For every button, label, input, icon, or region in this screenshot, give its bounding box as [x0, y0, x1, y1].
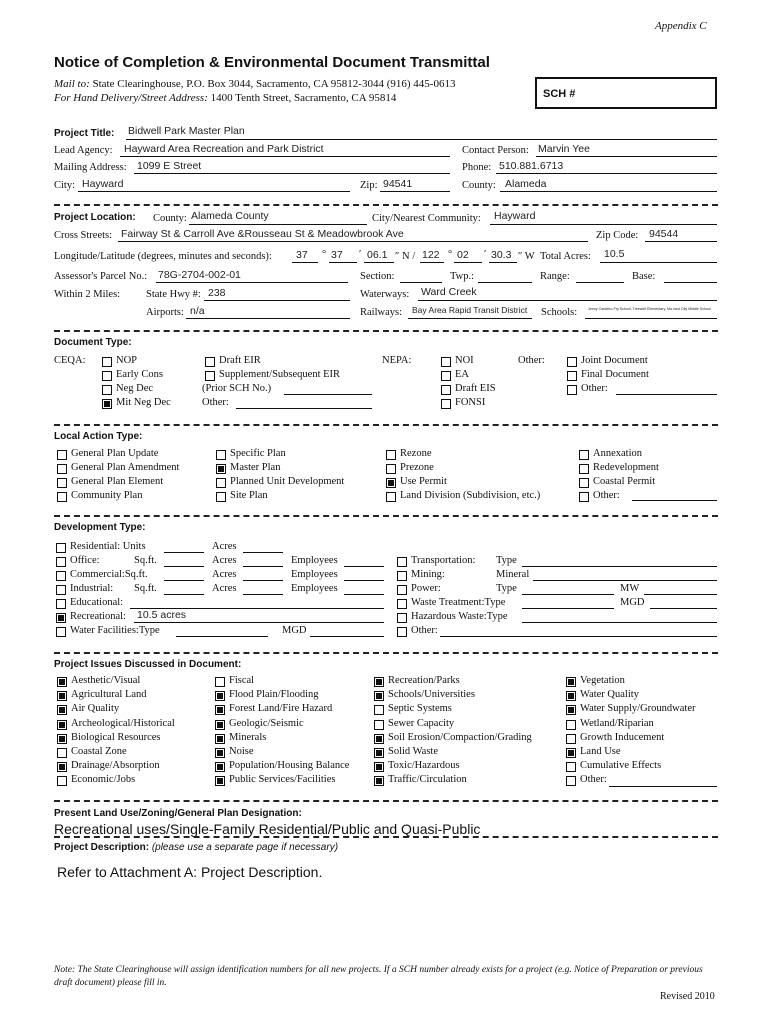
- issue-economic-jobs-checkbox[interactable]: [57, 776, 67, 786]
- issue-cumulative-effects-label: Cumulative Effects: [580, 760, 662, 772]
- minute-symbol: ′: [359, 249, 362, 260]
- local-action-planned-unit-development-label: Planned Unit Development: [230, 476, 345, 487]
- ceqa-nop-label: NOP: [116, 355, 138, 366]
- issue-minerals-checkbox[interactable]: [215, 734, 225, 744]
- issue-population-housing-balance-label: Population/Housing Balance: [229, 760, 350, 772]
- issue-aesthetic-visual-checkbox[interactable]: [57, 677, 67, 687]
- ceqa-mit-neg-dec-label: Mit Neg Dec: [116, 397, 171, 408]
- footer-note: Note: The State Clearinghouse will assign identification numbers for all new projects. If a SCH number already exists for a project (e.g. Notice of Preparation or previous draft document) please fill in.: [54, 965, 703, 988]
- ceqa-neg-dec-label: Neg Dec: [116, 383, 154, 394]
- issue-growth-inducement-label: Growth Inducement: [580, 731, 665, 743]
- issue-agricultural-land-checkbox[interactable]: [57, 691, 67, 701]
- water-facilities-label: Water Facilities:Type: [70, 625, 160, 636]
- issue-forest-land-fire-hazard-label: Forest Land/Fire Hazard: [229, 703, 333, 715]
- mgd-label: MGD: [620, 597, 645, 608]
- form-title: Notice of Completion & Environmental Document Transmittal: [54, 54, 490, 71]
- office-acres-label: Acres: [212, 555, 237, 566]
- issue-traffic-circulation-label: Traffic/Circulation: [388, 774, 467, 786]
- document-type-heading: Document Type:: [54, 337, 132, 348]
- divider: [54, 800, 718, 802]
- office-employees-label: Employees: [291, 555, 338, 566]
- divider: [54, 515, 718, 517]
- issue-traffic-circulation-checkbox[interactable]: [374, 776, 384, 786]
- local-action-other-label: Other:: [593, 490, 620, 501]
- industrial-label: Industrial:: [70, 583, 114, 594]
- issue-schools-universities-checkbox[interactable]: [374, 691, 384, 701]
- waste-treatment-label: Waste Treatment:Type: [411, 597, 506, 608]
- base-label: Base:: [632, 271, 656, 282]
- mining-checkbox[interactable]: [397, 571, 407, 581]
- issue-land-use-label: Land Use: [580, 746, 621, 757]
- ceqa-mit-neg-dec-checkbox[interactable]: [102, 399, 112, 409]
- doc-other-final-document-checkbox[interactable]: [567, 371, 577, 381]
- transportation-label: Transportation:: [411, 555, 476, 566]
- railways-value[interactable]: Bay Area Rapid Transit District: [412, 305, 528, 315]
- doc-other-joint-document-checkbox[interactable]: [567, 357, 577, 367]
- minute-symbol-2: ′: [484, 249, 487, 260]
- local-action-rezone-checkbox[interactable]: [386, 450, 396, 460]
- divider: [54, 836, 718, 838]
- local-action-other-checkbox[interactable]: [579, 492, 589, 502]
- location-county-label: County:: [153, 213, 187, 224]
- land-use-heading: Present Land Use/Zoning/General Plan Designation:: [54, 808, 302, 819]
- water-mgd-label: MGD: [282, 625, 307, 636]
- office-sqft-label: Sq.ft.: [134, 555, 157, 566]
- issue-coastal-zone-checkbox[interactable]: [57, 748, 67, 758]
- city-value[interactable]: Hayward: [82, 178, 124, 190]
- project-title-value[interactable]: Bidwell Park Master Plan: [128, 125, 245, 137]
- city-label: City:: [54, 180, 76, 191]
- issue-vegetation-label: Vegetation: [580, 675, 625, 686]
- issue-other-checkbox[interactable]: [566, 776, 576, 786]
- issue-solid-waste-checkbox[interactable]: [374, 748, 384, 758]
- total-acres-value[interactable]: 10.5: [604, 248, 625, 260]
- issue-public-services-facilities-checkbox[interactable]: [215, 776, 225, 786]
- ceqa-nop-checkbox[interactable]: [102, 357, 112, 367]
- local-action-annexation-label: Annexation: [593, 448, 642, 459]
- lat-degrees[interactable]: 37: [296, 249, 308, 261]
- issue-water-quality-checkbox[interactable]: [566, 691, 576, 701]
- industrial-sqft-label: Sq.ft.: [134, 583, 157, 594]
- dev-other-label: Other:: [411, 625, 438, 636]
- issue-soil-erosion-compaction-grading-checkbox[interactable]: [374, 734, 384, 744]
- issue-forest-land-fire-hazard-checkbox[interactable]: [215, 705, 225, 715]
- ceqa-supplement-subsequent-eir-checkbox[interactable]: [205, 371, 215, 381]
- railways-label: Railways:: [360, 307, 402, 318]
- local-action-general-plan-update-label: General Plan Update: [71, 448, 159, 459]
- issue-noise-label: Noise: [229, 746, 254, 757]
- local-action-heading: Local Action Type:: [54, 431, 143, 442]
- local-action-use-permit-label: Use Permit: [400, 476, 447, 487]
- issue-fiscal-checkbox[interactable]: [215, 677, 225, 687]
- transportation-type-label: Type: [496, 555, 517, 566]
- appendix-label: Appendix C: [655, 20, 707, 32]
- local-action-planned-unit-development-checkbox[interactable]: [216, 478, 226, 488]
- local-action-land-division-subdivision-etc-label: Land Division (Subdivision, etc.): [400, 490, 541, 501]
- local-action-rezone-label: Rezone: [400, 448, 432, 459]
- contact-person-value[interactable]: Marvin Yee: [538, 143, 590, 155]
- location-county-value[interactable]: Alameda County: [191, 210, 269, 222]
- local-action-site-plan-checkbox[interactable]: [216, 492, 226, 502]
- sch-label: SCH #: [543, 88, 576, 100]
- local-action-general-plan-amendment-label: General Plan Amendment: [71, 462, 180, 473]
- nepa-label: NEPA:: [382, 355, 412, 366]
- commercial-acres-label: Acres: [212, 569, 237, 580]
- issue-flood-plain-flooding-checkbox[interactable]: [215, 691, 225, 701]
- doc-other-final-document-label: Final Document: [581, 369, 649, 380]
- community-value[interactable]: Hayward: [494, 210, 536, 222]
- issue-wetland-riparian-label: Wetland/Riparian: [580, 717, 654, 729]
- zip-label: Zip:: [360, 180, 378, 191]
- nepa-noi-checkbox[interactable]: [441, 357, 451, 367]
- waterways-value[interactable]: Ward Creek: [421, 286, 477, 298]
- issue-sewer-capacity-checkbox[interactable]: [374, 720, 384, 730]
- issue-septic-systems-checkbox[interactable]: [374, 705, 384, 715]
- revised-label: Revised 2010: [660, 991, 715, 1002]
- lon-degrees[interactable]: 122: [422, 249, 440, 261]
- issue-coastal-zone-label: Coastal Zone: [71, 746, 127, 757]
- nepa-ea-checkbox[interactable]: [441, 371, 451, 381]
- issue-septic-systems-label: Septic Systems: [388, 703, 452, 715]
- residential-label: Residential: Units: [70, 541, 146, 552]
- county-value[interactable]: Alameda: [505, 178, 547, 190]
- nepa-fonsi-label: FONSI: [455, 397, 486, 408]
- issue-air-quality-label: Air Quality: [71, 703, 120, 715]
- mw-label: MW: [620, 583, 640, 594]
- issue-public-services-facilities-label: Public Services/Facilities: [229, 774, 336, 786]
- project-description-value[interactable]: Refer to Attachment A: Project Description.: [57, 864, 323, 880]
- power-label: Power:: [411, 583, 441, 594]
- zip-code-label: Zip Code:: [596, 230, 639, 241]
- issue-solid-waste-label: Solid Waste: [388, 746, 439, 757]
- lon-seconds[interactable]: 30.3: [491, 249, 512, 261]
- latlong-label: Longitude/Latitude (degrees, minutes and seconds):: [54, 251, 272, 262]
- zip-code-value[interactable]: 94544: [649, 228, 679, 240]
- issue-minerals-label: Minerals: [229, 731, 267, 743]
- lat-minutes[interactable]: 37: [331, 249, 343, 261]
- local-action-general-plan-amendment-checkbox[interactable]: [57, 464, 67, 474]
- airports-label: Airports:: [146, 307, 184, 318]
- issue-soil-erosion-compaction-grading-label: Soil Erosion/Compaction/Grading: [388, 731, 532, 743]
- issue-noise-checkbox[interactable]: [215, 748, 225, 758]
- local-action-coastal-permit-checkbox[interactable]: [579, 478, 589, 488]
- industrial-employees-label: Employees: [291, 583, 338, 594]
- issue-toxic-hazardous-checkbox[interactable]: [374, 762, 384, 772]
- divider: [54, 330, 718, 332]
- issue-water-quality-label: Water Quality: [580, 689, 639, 701]
- hand-delivery: For Hand Delivery/Street Address: 1400 Tenth Street, Sacramento, CA 95814: [54, 92, 397, 104]
- lead-agency-label: Lead Agency:: [54, 145, 113, 156]
- ceqa-draft-eir-checkbox[interactable]: [205, 357, 215, 367]
- divider: [54, 424, 718, 426]
- cross-streets-label: Cross Streets:: [54, 230, 113, 241]
- residential-checkbox[interactable]: [56, 543, 66, 553]
- local-action-general-plan-update-checkbox[interactable]: [57, 450, 67, 460]
- mail-to: Mail to: State Clearinghouse, P.O. Box 3044, Sacramento, CA 95812-3044 (916) 445-0613: [54, 78, 456, 90]
- lat-seconds[interactable]: 06.1: [367, 249, 388, 261]
- cross-streets-value[interactable]: Fairway St & Carroll Ave &Rousseau St & Meadowbrook Ave: [121, 228, 404, 240]
- ceqa-early-cons-label: Early Cons: [116, 369, 163, 380]
- project-issues-heading: Project Issues Discussed in Document:: [54, 659, 242, 670]
- issue-other-label: Other:: [580, 774, 607, 786]
- local-action-community-plan-label: Community Plan: [71, 490, 143, 501]
- dev-other-checkbox[interactable]: [397, 627, 407, 637]
- mineral-label: Mineral: [496, 569, 530, 580]
- issue-drainage-absorption-checkbox[interactable]: [57, 762, 67, 772]
- community-label: City/Nearest Community:: [372, 213, 481, 224]
- ceqa-label: CEQA:: [54, 355, 86, 366]
- local-action-general-plan-element-checkbox[interactable]: [57, 478, 67, 488]
- issue-agricultural-land-label: Agricultural Land: [71, 689, 147, 701]
- power-checkbox[interactable]: [397, 585, 407, 595]
- section-label: Section:: [360, 271, 395, 282]
- development-type-heading: Development Type:: [54, 522, 146, 533]
- local-action-coastal-permit-label: Coastal Permit: [593, 476, 656, 487]
- doc-other-joint-document-label: Joint Document: [581, 355, 648, 366]
- commercial-label: Commercial:Sq.ft.: [70, 569, 148, 580]
- schools-value[interactable]: Jenny Cardeiro-Fry School, Treewell Elementary, Ma rsed City Middle School: [588, 307, 711, 311]
- hazardous-waste-label: Hazardous Waste:Type: [411, 611, 508, 622]
- issue-archeological-historical-label: Archeological/Historical: [71, 717, 175, 729]
- local-action-use-permit-checkbox[interactable]: [386, 478, 396, 488]
- issue-vegetation-checkbox[interactable]: [566, 677, 576, 687]
- prior-sch-label: (Prior SCH No.): [202, 383, 272, 394]
- local-action-general-plan-element-label: General Plan Element: [71, 476, 164, 487]
- issue-flood-plain-flooding-label: Flood Plain/Flooding: [229, 689, 319, 701]
- sch-number-box[interactable]: [535, 77, 717, 109]
- nepa-fonsi-checkbox[interactable]: [441, 399, 451, 409]
- issue-water-supply-groundwater-label: Water Supply/Groundwater: [580, 703, 696, 715]
- issue-drainage-absorption-label: Drainage/Absorption: [71, 760, 160, 772]
- doc-other-other-label: Other:: [581, 383, 608, 394]
- phone-value[interactable]: 510.881.6713: [499, 160, 564, 172]
- divider: [54, 652, 718, 654]
- waste-treatment-checkbox[interactable]: [397, 599, 407, 609]
- ceqa-draft-eir-label: Draft EIR: [219, 355, 261, 366]
- project-location-heading: Project Location:: [54, 212, 136, 223]
- range-label: Range:: [540, 271, 570, 282]
- issue-air-quality-checkbox[interactable]: [57, 705, 67, 715]
- issue-growth-inducement-checkbox[interactable]: [566, 734, 576, 744]
- issue-schools-universities-label: Schools/Universities: [388, 689, 475, 701]
- local-action-redevelopment-checkbox[interactable]: [579, 464, 589, 474]
- state-hwy-label: State Hwy #:: [146, 289, 201, 300]
- educational-label: Educational:: [70, 597, 124, 608]
- office-checkbox[interactable]: [56, 557, 66, 567]
- issue-biological-resources-checkbox[interactable]: [57, 734, 67, 744]
- total-acres-label: Total Acres:: [540, 251, 591, 262]
- recreational-checkbox[interactable]: [56, 613, 66, 623]
- issue-geologic-seismic-label: Geologic/Seismic: [229, 717, 304, 729]
- parcel-label: Assessor's Parcel No.:: [54, 271, 148, 282]
- twp-label: Twp.:: [450, 271, 475, 282]
- local-action-master-plan-checkbox[interactable]: [216, 464, 226, 474]
- lon-minutes[interactable]: 02: [457, 249, 469, 261]
- parcel-value[interactable]: 78G-2704-002-01: [158, 269, 241, 281]
- issue-toxic-hazardous-label: Toxic/Hazardous: [388, 760, 460, 772]
- commercial-employees-label: Employees: [291, 569, 338, 580]
- commercial-checkbox[interactable]: [56, 571, 66, 581]
- recreational-label: Recreational:: [70, 611, 126, 622]
- issue-recreation-parks-label: Recreation/Parks: [388, 675, 460, 686]
- mining-label: Mining:: [411, 569, 445, 580]
- local-action-redevelopment-label: Redevelopment: [593, 462, 659, 473]
- nepa-noi-label: NOI: [455, 355, 474, 366]
- local-action-prezone-label: Prezone: [400, 462, 434, 473]
- doc-other-other-checkbox[interactable]: [567, 385, 577, 395]
- local-action-land-division-subdivision-etc-checkbox[interactable]: [386, 492, 396, 502]
- issue-population-housing-balance-checkbox[interactable]: [215, 762, 225, 772]
- lead-agency-value[interactable]: Hayward Area Recreation and Park District: [124, 143, 324, 155]
- local-action-community-plan-checkbox[interactable]: [57, 492, 67, 502]
- zip-value[interactable]: 94541: [383, 178, 413, 190]
- issue-land-use-checkbox[interactable]: [566, 748, 576, 758]
- within-2-miles-label: Within 2 Miles:: [54, 289, 121, 300]
- degree-symbol: °: [322, 249, 327, 260]
- local-action-annexation-checkbox[interactable]: [579, 450, 589, 460]
- nepa-ea-label: EA: [455, 369, 469, 380]
- project-title-label: Project Title:: [54, 128, 115, 139]
- airports-value[interactable]: n/a: [190, 305, 205, 317]
- issue-aesthetic-visual-label: Aesthetic/Visual: [71, 675, 141, 686]
- mailing-address-label: Mailing Address:: [54, 162, 127, 173]
- schools-label: Schools:: [541, 307, 578, 318]
- county-label: County:: [462, 180, 496, 191]
- educational-checkbox[interactable]: [56, 599, 66, 609]
- transportation-checkbox[interactable]: [397, 557, 407, 567]
- issue-biological-resources-label: Biological Resources: [71, 731, 161, 743]
- divider: [54, 204, 718, 206]
- waterways-label: Waterways:: [360, 289, 410, 300]
- land-use-value[interactable]: Recreational uses/Single-Family Residential/Public and Quasi-Public: [54, 821, 481, 837]
- issue-sewer-capacity-label: Sewer Capacity: [388, 717, 455, 729]
- nepa-draft-eis-label: Draft EIS: [455, 383, 496, 394]
- other-field-label: Other:: [202, 397, 229, 408]
- recreational-value[interactable]: 10.5 acres: [137, 609, 187, 621]
- industrial-acres-label: Acres: [212, 583, 237, 594]
- issue-archeological-historical-checkbox[interactable]: [57, 720, 67, 730]
- issue-fiscal-label: Fiscal: [229, 675, 255, 686]
- issue-wetland-riparian-checkbox[interactable]: [566, 720, 576, 730]
- water-facilities-checkbox[interactable]: [56, 627, 66, 637]
- issue-cumulative-effects-checkbox[interactable]: [566, 762, 576, 772]
- ceqa-early-cons-checkbox[interactable]: [102, 371, 112, 381]
- doc-other-label: Other:: [518, 355, 545, 366]
- nepa-draft-eis-checkbox[interactable]: [441, 385, 451, 395]
- state-hwy-value[interactable]: 238: [208, 287, 226, 299]
- local-action-specific-plan-label: Specific Plan: [230, 448, 286, 459]
- contact-person-label: Contact Person:: [462, 145, 529, 156]
- issue-water-supply-groundwater-checkbox[interactable]: [566, 705, 576, 715]
- issue-economic-jobs-label: Economic/Jobs: [71, 774, 136, 786]
- ceqa-neg-dec-checkbox[interactable]: [102, 385, 112, 395]
- local-action-prezone-checkbox[interactable]: [386, 464, 396, 474]
- project-description-heading: Project Description: (please use a separate page if necessary): [54, 842, 339, 853]
- power-type-label: Type: [496, 583, 517, 594]
- hazardous-waste-checkbox[interactable]: [397, 613, 407, 623]
- local-action-site-plan-label: Site Plan: [230, 490, 268, 501]
- mailing-address-value[interactable]: 1099 E Street: [137, 160, 202, 172]
- w-label: ″ W: [518, 251, 535, 262]
- industrial-checkbox[interactable]: [56, 585, 66, 595]
- issue-recreation-parks-checkbox[interactable]: [374, 677, 384, 687]
- ceqa-supplement-subsequent-eir-label: Supplement/Subsequent EIR: [219, 369, 341, 380]
- local-action-specific-plan-checkbox[interactable]: [216, 450, 226, 460]
- phone-label: Phone:: [462, 162, 492, 173]
- issue-geologic-seismic-checkbox[interactable]: [215, 720, 225, 730]
- degree-symbol-2: °: [448, 249, 453, 260]
- n-label: ″ N /: [395, 251, 416, 262]
- acres-label: Acres: [212, 541, 237, 552]
- local-action-master-plan-label: Master Plan: [230, 462, 281, 473]
- office-label: Office:: [70, 555, 100, 566]
